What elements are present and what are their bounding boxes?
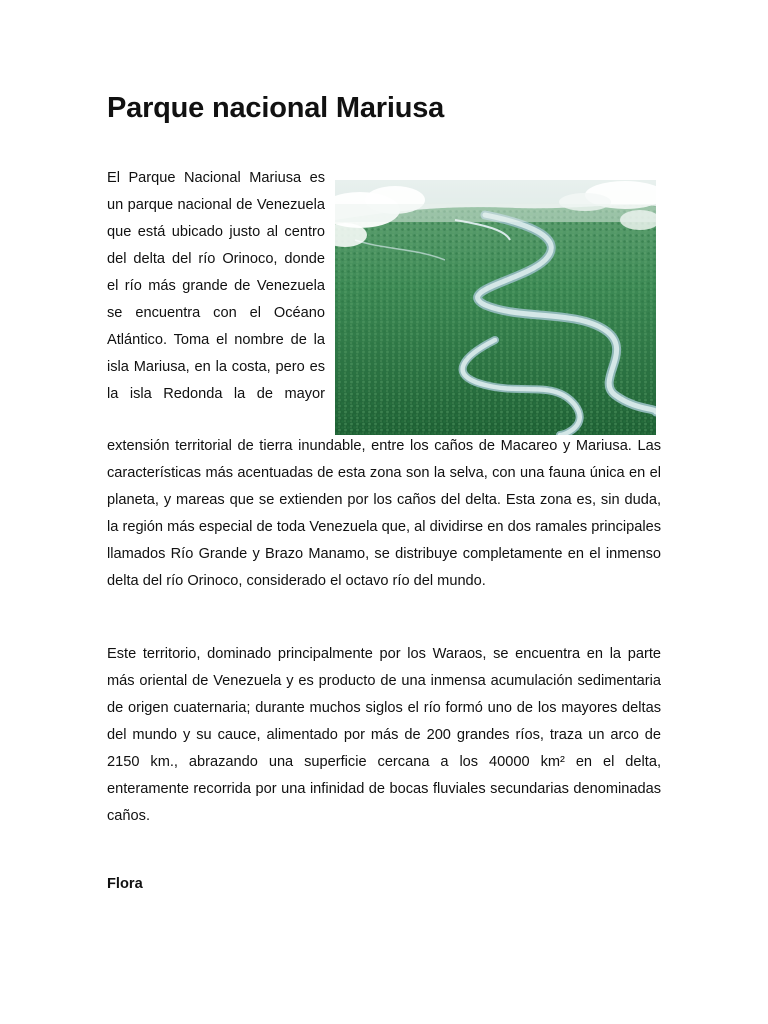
page-title: Parque nacional Mariusa — [107, 92, 445, 124]
territory-paragraph: Este territorio, dominado principalmente por los Waraos, se encuentra en la parte más oriental de Venezuela y es producto de una inmensa acumulación sedimentaria de origen cuaternaria; durante muchos siglos el río formó uno de los mayores deltas del mundo y su cauce, alimentado por más de 200 grandes ríos, traza un arco de 2150 km., abrazando una superficie cercana a los 40000 km² en el delta, enteramente recorrida por una infinidad de bocas fluviales secundarias denominadas caños. — [107, 646, 661, 824]
delta-aerial-photo — [335, 180, 656, 435]
flora-heading: Flora — [107, 876, 143, 892]
intro-paragraph-continued: extensión territorial de tierra inundable, entre los caños de Macareo y Mariusa. Las características más acentuadas de esta zona son la selva, con una fauna única en el planeta, y mareas que se extienden por los caños del delta. Esta zona es, sin duda, la región más especial de toda Venezuela que, al dividirse en dos ramales principales llamados Río Grande y Brazo Manamo, se distribuye completamente en el inmenso delta del río Orinoco, considerado el octavo río del mundo. — [107, 438, 661, 589]
intro-paragraph-wrapped: El Parque Nacional Mariusa es un parque nacional de Venezuela que está ubicado justo al centro del delta del río Orinoco, donde el río más grande de Venezuela se encuentra con el Océano Atlántico. Toma el nombre de la isla Mariusa, en la costa, pero es la isla Redonda la de mayor — [107, 170, 325, 402]
